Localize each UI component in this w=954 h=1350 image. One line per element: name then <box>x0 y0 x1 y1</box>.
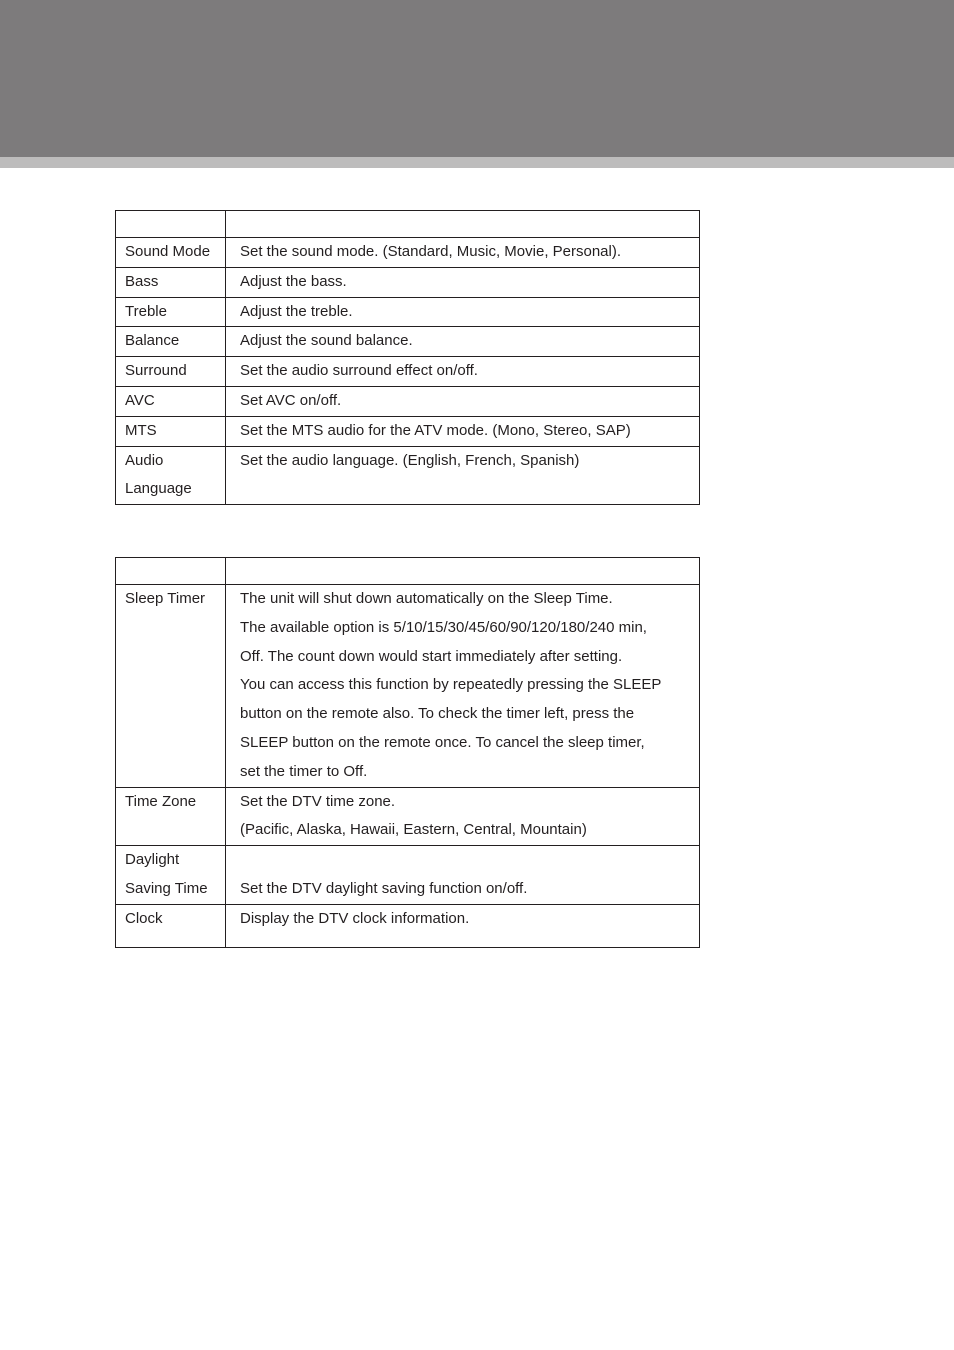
table-row <box>116 357 700 387</box>
setting-name: Bass <box>116 267 226 297</box>
setting-name: Audio Language <box>116 446 226 505</box>
table-row <box>116 327 700 357</box>
setting-name: Clock <box>116 904 226 947</box>
setting-description: Set the audio surround effect on/off. <box>226 357 700 387</box>
setting-name: Time Zone <box>116 787 226 846</box>
table-row <box>116 238 700 268</box>
setting-description: Adjust the treble. <box>226 297 700 327</box>
setting-name: Balance <box>116 327 226 357</box>
table-header-row <box>116 558 700 585</box>
setting-name: Treble <box>116 297 226 327</box>
header-stripe <box>0 157 954 168</box>
setting-description: Set the audio language. (English, French, Spanish) <box>226 446 700 505</box>
time-settings-table <box>115 557 700 948</box>
table-row <box>116 416 700 446</box>
setting-description: Set the sound mode. (Standard, Music, Movie, Personal). <box>226 238 700 268</box>
setting-description: Set the DTV time zone. (Pacific, Alaska, Hawaii, Eastern, Central, Mountain) <box>226 787 700 846</box>
header-description-cell <box>226 558 700 585</box>
header-name-cell <box>116 558 226 585</box>
header-description-cell <box>226 211 700 238</box>
setting-description: Set the DTV daylight saving function on/off. <box>226 846 700 905</box>
table-row <box>116 846 700 905</box>
table-header-row <box>116 211 700 238</box>
table-row <box>116 585 700 788</box>
setting-name: Sound Mode <box>116 238 226 268</box>
table-row <box>116 386 700 416</box>
setting-description: The unit will shut down automatically on the Sleep Time. The available option is 5/10/15/30/45/60/90/120/180/240 min, Off. The count down would start immediately after setting. You can access this function by repeatedly pressing the SLEEP button on the remote also. To check the timer left, press the SLEEP button on the remote once. To cancel the sleep timer, set the timer to Off. <box>226 585 700 788</box>
spacer <box>240 846 699 875</box>
setting-name: AVC <box>116 386 226 416</box>
setting-description: Adjust the sound balance. <box>226 327 700 357</box>
setting-description: Adjust the bass. <box>226 267 700 297</box>
header-band <box>0 0 954 157</box>
setting-name: Daylight Saving Time <box>116 846 226 905</box>
setting-name: Surround <box>116 357 226 387</box>
table-row <box>116 904 700 947</box>
audio-settings-table <box>115 210 700 505</box>
table-row <box>116 297 700 327</box>
setting-name: MTS <box>116 416 226 446</box>
setting-description: Set the MTS audio for the ATV mode. (Mono, Stereo, SAP) <box>226 416 700 446</box>
table-row <box>116 787 700 846</box>
table-row <box>116 446 700 505</box>
setting-name: Sleep Timer <box>116 585 226 788</box>
setting-description: Set AVC on/off. <box>226 386 700 416</box>
setting-description: Display the DTV clock information. <box>226 904 700 947</box>
header-name-cell <box>116 211 226 238</box>
table-row <box>116 267 700 297</box>
